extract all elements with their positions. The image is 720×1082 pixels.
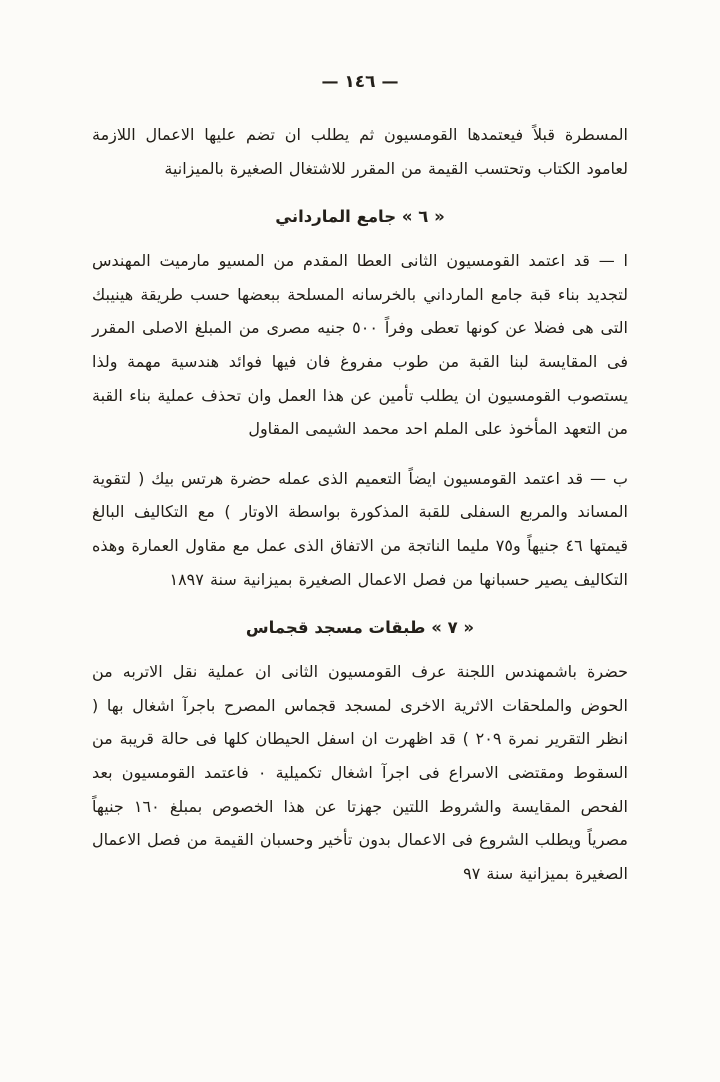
section-6-item-b: ب — قد اعتمد القومسيون ايضاً التعميم الذى عمله حضرة هرتس بيك ( لتقوية المساند والمربع السفلى للقبة المذكورة بواسطة الاوتار ) مع التكاليف البالغ قيمتها ٤٦ جنيهاً و٧٥ مليما الناتجة من الاتفاق الذى عمل مع مقاول العمارة وهذه التكاليف يصير حسبانها من فصل الاعمال الصغيرة بميزانية سنة ١٨٩٧: [92, 468, 628, 589]
section-7-heading: « ٧ » طبقات مسجد قجماس: [245, 618, 475, 638]
intro-paragraph: المسطرة قبلاً فيعتمدها القومسيون ثم يطلب ان تضم عليها الاعمال اللازمة لعامود الكتاب وتحتسب القيمة من المقرر للاشتغال الصغيرة بالميزانية: [92, 125, 628, 178]
page-number: — ١٤٦ —: [321, 72, 399, 92]
section-7-paragraph: حضرة باشمهندس اللجنة عرف القومسيون الثانى ان عملية نقل الاتربه من الحوض والملحقات الاثرية الاخرى لمسجد قجماس المصرح باجرآ اشغال بها ( انظر التقرير نمرة ٢٠٩ ) قد اظهرت ان اسفل الحيطان كلها فى حالة قريبة من السقوط ومقتضى الاسراع فى اجرآ اشغال تكميلية ٠ فاعتمد القومسيون بعد الفحص المقايسة والشروط اللتين جهزتا عن هذا الخصوص بمبلغ ١٦٠ جنيهاً مصرياً ويطلب الشروع فى الاعمال بدون تأخير وحسبان القيمة من فصل الاعمال الصغيرة بميزانية سنة ٩٧: [92, 662, 629, 883]
section-6-item-a: ا — قد اعتمد القومسيون الثانى العطا المقدم من المسيو مارميت المهندس لتجديد بناء قبة جامع المارداني بالخرسانه المسلحة ببعضها حسب طريقة هينيبك التى هى فضلا عن كونها تعطى وفراً ٥٠٠ جنيه مصرى من المبلغ الاصلى المقرر فى المقايسة لبنا القبة من طوب مفروغ فان فيها فوائد هندسية مهمة ولذا يستصوب القومسيون ان يطلب تأمين عن هذا العمل وان تحذف عملية بناء القبة من التعهد المأخوذ على الملم احد محمد الشيمى المقاول: [92, 251, 628, 439]
section-6-heading: « ٦ » جامع المارداني: [275, 207, 445, 227]
